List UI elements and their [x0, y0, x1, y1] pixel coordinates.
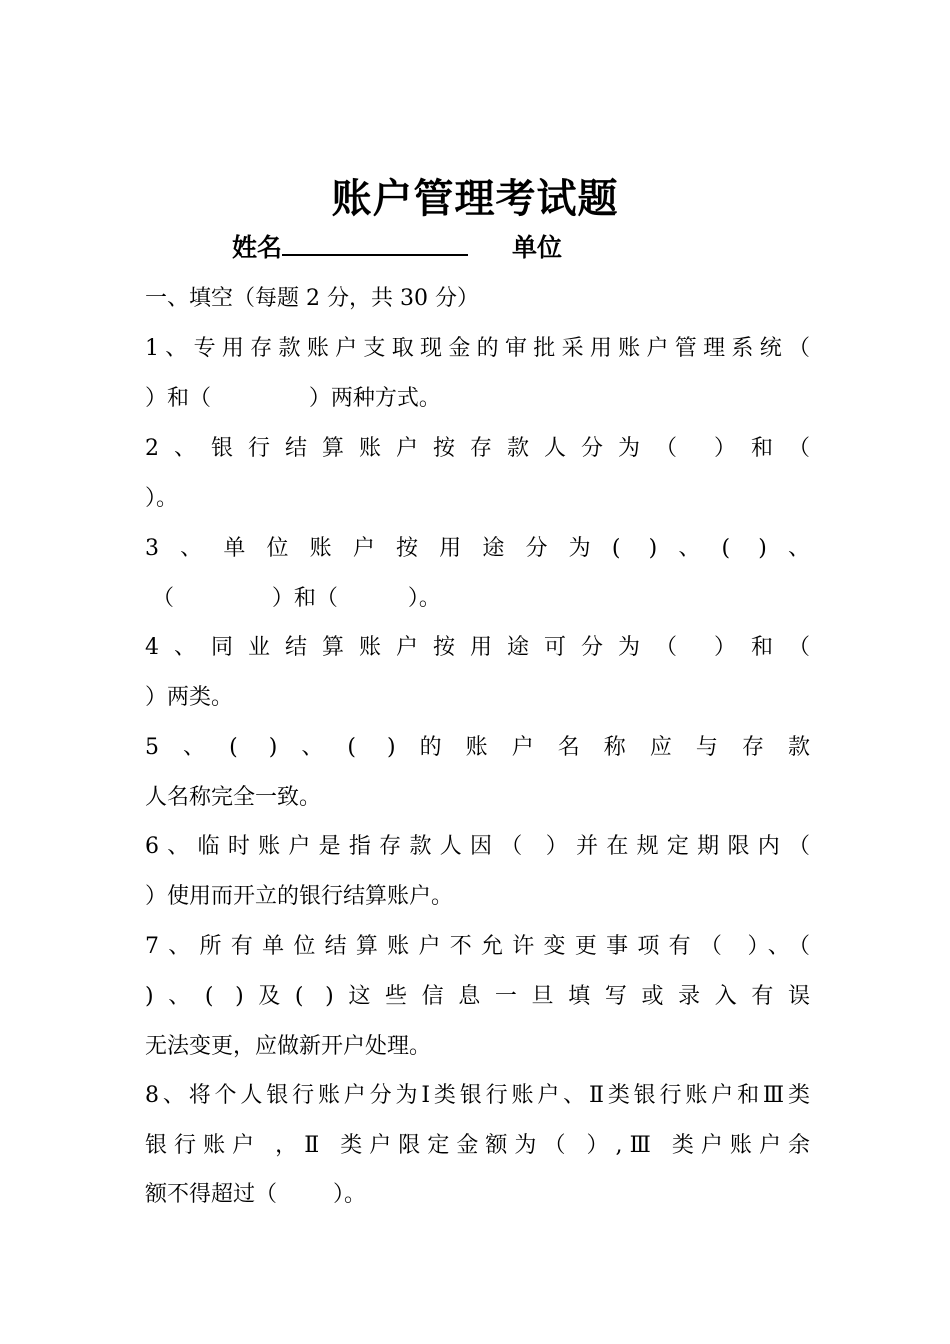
question-6-line-1: 6、临时账户是指存款人因（ ）并在规定期限内（ — [145, 834, 810, 859]
question-4-line-1: 4、同业结算账户按用途可分为（ ）和（ — [145, 635, 810, 660]
question-7-line-2: )、( )及( )这些信息一旦填写或录入有误 — [145, 984, 810, 1009]
question-5-line-1: 5、( )、( )的账户名称应与存款 — [145, 735, 810, 760]
name-blank[interactable] — [282, 232, 468, 256]
question-4-line-2: ）两类。 — [145, 685, 234, 710]
question-2-line-2: ）。 — [145, 486, 179, 511]
question-3-line-1: 3、单位账户按用途分为( )、( )、 — [145, 536, 810, 561]
question-8-line-3: 额不得超过（ ）。 — [145, 1182, 366, 1207]
unit-label: 单位 — [512, 233, 563, 262]
question-5-line-2: 人名称完全一致。 — [145, 785, 322, 810]
question-6-line-2: ）使用而开立的银行结算账户。 — [145, 884, 454, 909]
name-label: 姓名 — [232, 233, 283, 262]
name-unit-row — [232, 228, 562, 268]
question-8-line-1: 8、将个人银行账户分为Ⅰ类银行账户、Ⅱ类银行账户和Ⅲ类 — [145, 1083, 810, 1108]
question-7-line-3: 无法变更，应做新开户处理。 — [145, 1034, 432, 1059]
question-3-line-2: （ ）和（ ）。 — [145, 586, 441, 611]
question-8-line-2: 银行账户 ，Ⅱ 类户限定金额为（ ）,Ⅲ 类户账户余 — [145, 1133, 810, 1158]
question-1-line-1: 1、专用存款账户支取现金的审批采用账户管理系统（ — [145, 336, 810, 361]
question-7-line-1: 7、所有单位结算账户不允许变更事项有（ ）、（ — [145, 934, 810, 959]
question-2-line-1: 2、银行结算账户按存款人分为（ ）和（ — [145, 436, 810, 461]
page-title: 账户管理考试题 — [331, 175, 619, 222]
section-heading: 一、填空（每题 2 分，共 30 分） — [145, 286, 479, 311]
question-1-line-2: ）和（ ）两种方式。 — [145, 386, 441, 411]
